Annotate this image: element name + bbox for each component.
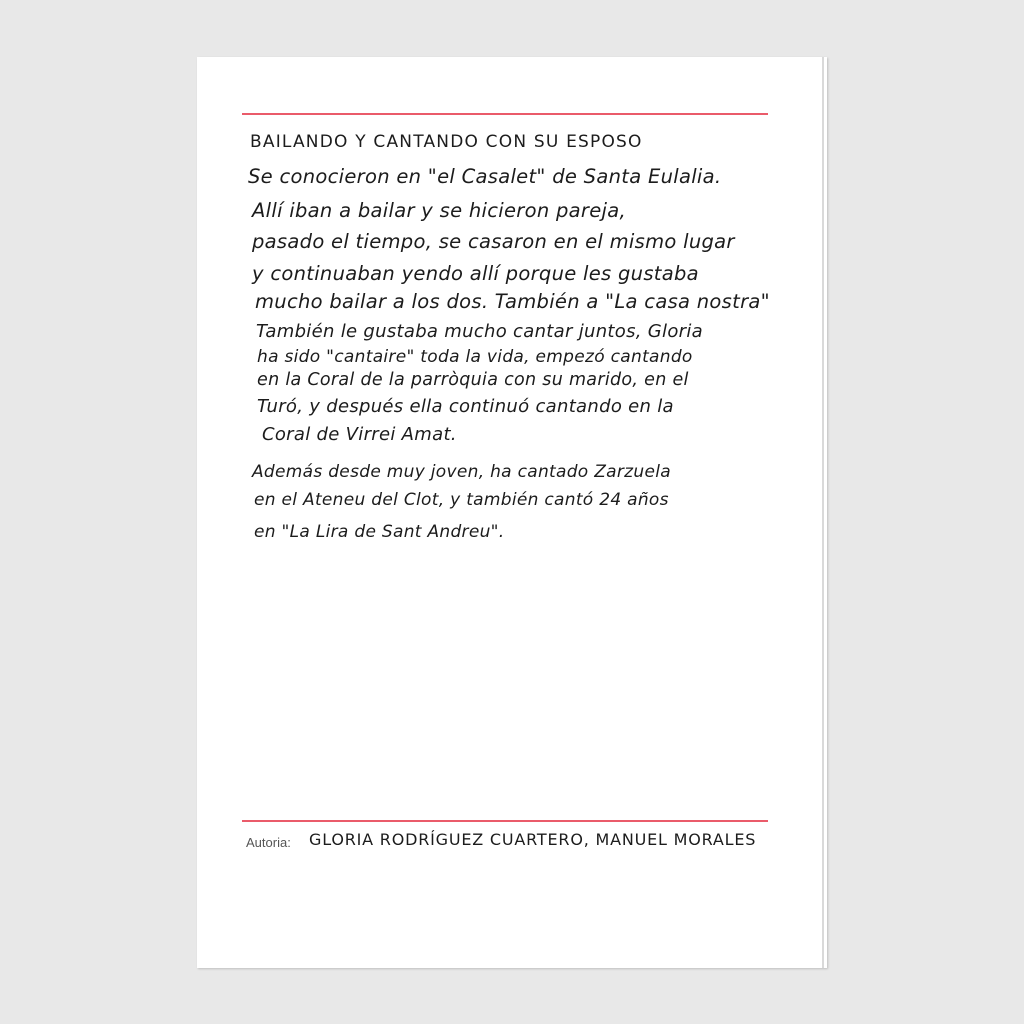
text-line: mucho bailar a los dos. También a "La casa nostra" [255,290,770,313]
text-line: pasado el tiempo, se casaron en el mismo lugar [252,230,735,253]
text-line: Coral de Virrei Amat. [262,424,457,445]
text-line: Además desde muy joven, ha cantado Zarzuela [252,462,671,482]
document-title: BAILANDO Y CANTANDO CON SU ESPOSO [250,132,643,152]
bottom-red-rule [242,820,768,822]
text-line: en el Ateneu del Clot, y también cantó 24 años [254,490,669,510]
text-line: Turó, y después ella continuó cantando en la [257,396,674,417]
author-names: GLORIA RODRÍGUEZ CUARTERO, MANUEL MORALES [309,830,757,849]
text-line: ha sido "cantaire" toda la vida, empezó cantando [257,347,693,367]
text-line: También le gustaba mucho cantar juntos, Gloria [256,321,704,342]
author-label: Autoria: [246,835,291,850]
text-line: Se conocieron en "el Casalet" de Santa Eulalia. [248,165,722,188]
text-line: en "La Lira de Sant Andreu". [254,522,505,542]
text-line: en la Coral de la parròquia con su marido, en el [257,370,689,390]
top-red-rule [242,113,768,115]
page-edge [822,57,824,968]
text-line: Allí iban a bailar y se hicieron pareja, [252,199,626,222]
text-line: y continuaban yendo allí porque les gustaba [252,262,699,285]
